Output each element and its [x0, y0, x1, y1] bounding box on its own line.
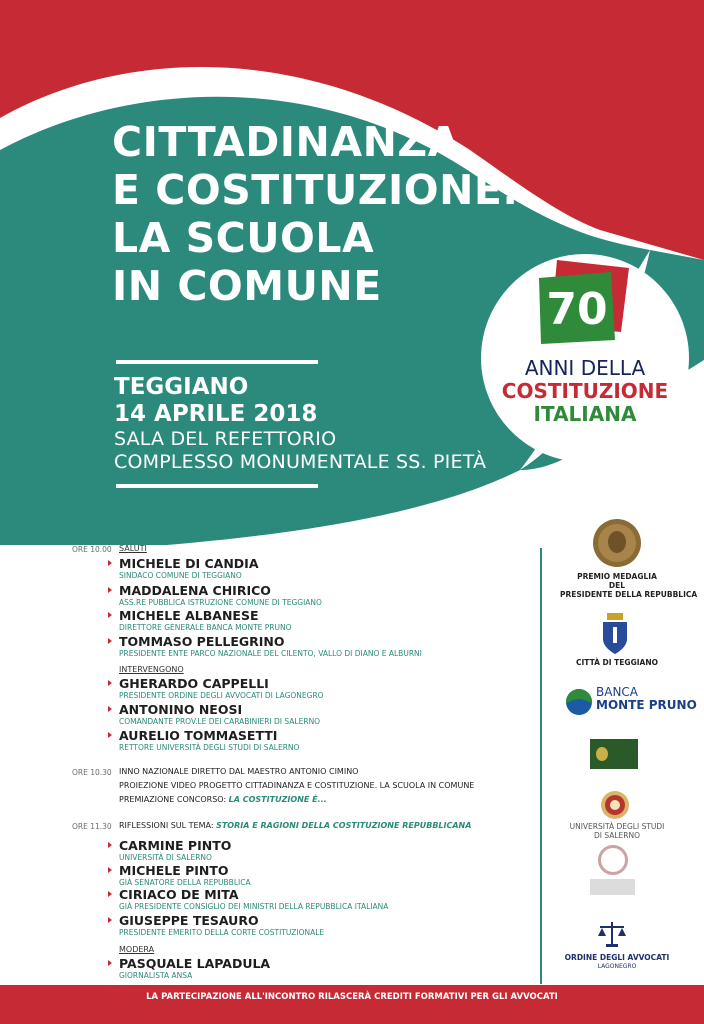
title-line-4: IN COMUNE [112, 262, 382, 310]
event-city: TEGGIANO [114, 374, 249, 400]
speaker-role: SINDACO COMUNE DI TEGGIANO [119, 571, 242, 580]
speaker-role: PRESIDENTE ORDINE DEGLI AVVOCATI DI LAGONEGRO [119, 691, 324, 700]
bullet-arrow-icon [108, 612, 112, 618]
program-line [119, 795, 327, 804]
title-line-3: LA SCUOLA [112, 214, 375, 262]
sidebar-divider [540, 548, 542, 984]
speaker-role: GIÀ PRESIDENTE CONSIGLIO DEI MINISTRI DELLA REPUBBLICA ITALIANA [119, 902, 389, 911]
speaker-name: TOMMASO PELLEGRINO [119, 634, 285, 649]
bullet-arrow-icon [108, 917, 112, 923]
university-line-1: UNIVERSITÀ DEGLI STUDI [569, 822, 665, 831]
bullet-arrow-icon [108, 842, 112, 848]
time-2: ORE 10.30 [72, 768, 112, 777]
university-caption [560, 822, 674, 840]
bank-name-line-1: BANCA [596, 685, 639, 699]
bullet-arrow-icon [108, 638, 112, 644]
banca-monte-pruno-logo-icon [565, 688, 593, 716]
seventy-flag-icon [533, 258, 633, 348]
time-1: ORE 10.00 [72, 545, 112, 554]
event-complex: COMPLESSO MONUMENTALE SS. PIETÀ [114, 451, 487, 473]
speaker-name: GIUSEPPE TESAURO [119, 913, 259, 928]
speaker-name: CARMINE PINTO [119, 838, 232, 853]
park-logo-icon [590, 739, 638, 769]
award-label: PREMIAZIONE CONCORSO: [119, 795, 229, 804]
speaker-role: PRESIDENTE ENTE PARCO NAZIONALE DEL CILENTO, VALLO DI DIANO E ALBURNI [119, 649, 422, 658]
bullet-arrow-icon [108, 960, 112, 966]
award-title: LA COSTITUZIONE È... [228, 795, 327, 804]
bank-name-line-2: MONTE PRUNO [596, 698, 697, 712]
teggiano-coat-of-arms-icon [601, 613, 629, 655]
event-venue: SALA DEL REFETTORIO [114, 428, 337, 450]
program-line [119, 821, 471, 830]
speaker-role: RETTORE UNIVERSITÀ DEGLI STUDI DI SALERNO [119, 743, 300, 752]
program-line: INNO NAZIONALE DIRETTO DAL MAESTRO ANTONIO CIMINO [119, 767, 359, 776]
bullet-arrow-icon [108, 732, 112, 738]
bank-name [596, 686, 697, 712]
scales-of-justice-icon [596, 920, 628, 950]
speaker-name: CIRIACO DE MITA [119, 887, 239, 902]
speaker-name: MICHELE DI CANDIA [119, 556, 259, 571]
time-3: ORE 11.30 [72, 822, 112, 831]
anniversary-logo-text [481, 356, 689, 426]
bullet-arrow-icon [108, 891, 112, 897]
university-line-2: DI SALERNO [593, 831, 641, 840]
medal-line-2: DEL [608, 581, 626, 590]
logo-number: 70 [546, 284, 608, 335]
speaker-name: PASQUALE LAPADULA [119, 956, 271, 971]
presidential-medal-icon [592, 518, 642, 568]
rotary-logo-icon [590, 845, 635, 897]
title-line-1: CITTADINANZA [112, 118, 460, 166]
footer-bar [0, 985, 704, 1024]
section-saluti: SALUTI [119, 544, 147, 553]
event-date: 14 APRILE 2018 [114, 401, 318, 427]
bar-order-caption [560, 953, 674, 971]
speaker-role: DIRETTORE GENERALE BANCA MONTE PRUNO [119, 623, 292, 632]
bullet-arrow-icon [108, 867, 112, 873]
speaker-name: GHERARDO CAPPELLI [119, 676, 269, 691]
program-line: PROIEZIONE VIDEO PROGETTO CITTADINANZA E COSTITUZIONE. LA SCUOLA IN COMUNE [119, 781, 475, 790]
university-seal-icon [600, 790, 630, 820]
speaker-name: AURELIO TOMMASETTI [119, 728, 278, 743]
medal-caption [560, 572, 698, 599]
speaker-role: GIORNALISTA ANSA [119, 971, 193, 980]
bullet-arrow-icon [108, 706, 112, 712]
divider-top [116, 360, 318, 364]
speaker-name: MICHELE PINTO [119, 863, 229, 878]
city-caption: CITTÀ DI TEGGIANO [576, 658, 658, 667]
speaker-name: ANTONINO NEOSI [119, 702, 243, 717]
event-details [114, 374, 514, 474]
bullet-arrow-icon [108, 680, 112, 686]
speaker-name: MADDALENA CHIRICO [119, 583, 271, 598]
footer-text: LA PARTECIPAZIONE ALL'INCONTRO RILASCERÀ CREDITI FORMATIVI PER GLI AVVOCATI [146, 992, 558, 1002]
speaker-role: COMANDANTE PROV.LE DEI CARABINIERI DI SALERNO [119, 717, 321, 726]
bar-order-line-1: ORDINE DEGLI AVVOCATI [564, 953, 670, 962]
medal-line-1: PREMIO MEDAGLIA [577, 572, 657, 581]
logo-line-2: COSTITUZIONE [501, 379, 669, 403]
section-modera: MODERA [119, 945, 155, 954]
reflection-label: RIFLESSIONI SUL TEMA: [119, 821, 217, 830]
speaker-role: PRESIDENTE EMERITO DELLA CORTE COSTITUZIONALE [119, 928, 325, 937]
speaker-role: GIÀ SENATORE DELLA REPUBBLICA [119, 878, 251, 887]
medal-line-3: PRESIDENTE DELLA REPUBBLICA [560, 590, 698, 599]
speaker-name: MICHELE ALBANESE [119, 608, 259, 623]
speaker-role: UNIVERSITÀ DI SALERNO [119, 853, 212, 862]
logo-line-3: ITALIANA [533, 402, 637, 426]
event-title [112, 118, 532, 310]
section-intervengono: INTERVENGONO [119, 665, 184, 674]
logo-line-1: ANNI DELLA [524, 356, 646, 380]
reflection-theme: STORIA E RAGIONI DELLA COSTITUZIONE REPUBBLICANA [216, 821, 472, 830]
bullet-arrow-icon [108, 587, 112, 593]
bar-order-line-2: LAGONEGRO [597, 963, 637, 970]
speaker-role: ASS.RE PUBBLICA ISTRUZIONE COMUNE DI TEGGIANO [119, 598, 322, 607]
title-line-2: E COSTITUZIONE. [112, 166, 519, 214]
bullet-arrow-icon [108, 560, 112, 566]
divider-bottom [116, 484, 318, 488]
